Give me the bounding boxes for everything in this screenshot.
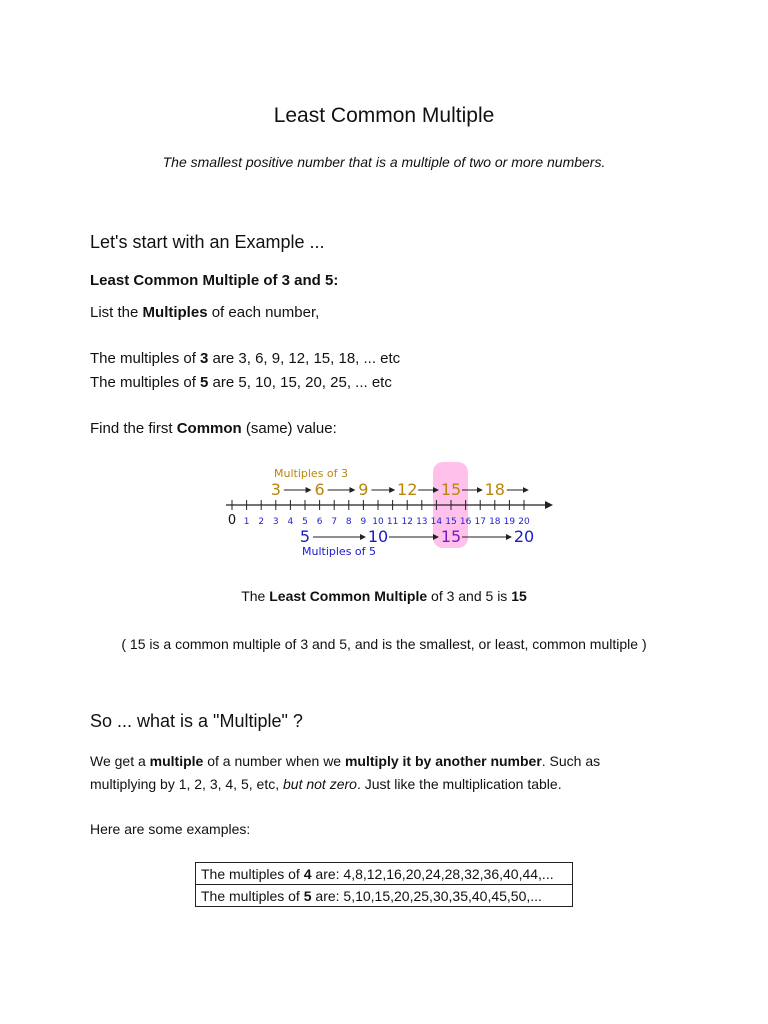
lcm-heading: Least Common Multiple of 3 and 5:	[90, 272, 339, 289]
table-row	[196, 863, 573, 885]
multiple-value: 20	[513, 527, 535, 546]
axis-tick-label: 15	[445, 517, 457, 527]
axis-tick-label: 11	[386, 517, 399, 527]
multiples-of-5-line: The multiples of 5 are 5, 10, 15, 20, 25, ... etc	[90, 374, 392, 391]
axis-tick-label: 19	[503, 517, 516, 527]
table-cell: The multiples of 5 are: 5,10,15,20,25,30,35,40,45,50,...	[196, 885, 573, 907]
what-is-multiple-heading: So ... what is a "Multiple" ?	[90, 711, 303, 731]
multiple-value: 15	[440, 527, 462, 546]
axis-tick-label: 12	[401, 517, 413, 527]
definition-line-2: multiplying by 1, 2, 3, 4, 5, etc, but not zero. Just like the multiplication table.	[90, 776, 562, 792]
multiple-value: 18	[484, 480, 505, 499]
axis-tick-label: 4	[287, 517, 294, 527]
axis-tick-label: 10	[372, 517, 384, 527]
table-row	[196, 885, 573, 907]
definition-line-1: We get a multiple of a number when we multiply it by another number. Such as	[90, 753, 601, 769]
axis-tick-label: 0	[227, 513, 237, 528]
multiple-value: 9	[358, 480, 369, 499]
list-instruction: List the Multiples of each number,	[90, 304, 320, 321]
axis-tick-label: 5	[302, 517, 308, 527]
find-instruction: Find the first Common (same) value:	[90, 420, 337, 437]
example-heading: Let's start with an Example ...	[90, 232, 325, 252]
number-line-figure	[0, 462, 768, 564]
multiple-value: 15	[440, 480, 462, 499]
axis-tick-label: 9	[360, 517, 367, 527]
multiple-value: 12	[397, 480, 418, 499]
multiple-value: 6	[314, 480, 325, 499]
axis-tick-label: 13	[416, 517, 428, 527]
multiple-value: 10	[367, 527, 389, 546]
multiples-of-3-line: The multiples of 3 are 3, 6, 9, 12, 15, 18, ... etc	[90, 350, 401, 367]
axis-tick-label: 14	[430, 517, 443, 527]
axis-tick-label: 20	[518, 517, 530, 527]
axis-tick-label: 6	[316, 517, 323, 527]
axis-tick-label: 8	[345, 517, 352, 527]
table-cell: The multiples of 4 are: 4,8,12,16,20,24,28,32,36,40,44,...	[196, 863, 573, 885]
axis-tick-label: 18	[489, 517, 501, 527]
multiples-of-5-label: Multiples of 5	[302, 545, 377, 558]
axis-tick-label: 7	[331, 517, 338, 527]
axis-tick-label: 16	[459, 517, 472, 527]
multiples-of-3-label: Multiples of 3	[274, 467, 349, 480]
axis-tick-label: 2	[258, 517, 265, 527]
result-line: The Least Common Multiple of 3 and 5 is 15	[241, 588, 527, 604]
examples-intro: Here are some examples:	[90, 821, 251, 837]
multiple-value: 3	[270, 480, 281, 499]
definition-subtitle: The smallest positive number that is a multiple of two or more numbers.	[162, 154, 606, 170]
multiples-table	[195, 862, 573, 907]
axis-tick-label: 1	[243, 517, 250, 527]
axis-arrow-icon	[545, 501, 553, 509]
page-title: Least Common Multiple	[273, 104, 495, 127]
multiple-value: 5	[299, 527, 311, 546]
axis-tick-label: 17	[474, 517, 486, 527]
result-note: ( 15 is a common multiple of 3 and 5, and is the smallest, or least, common multiple )	[121, 636, 647, 652]
axis-tick-label: 3	[272, 517, 279, 527]
